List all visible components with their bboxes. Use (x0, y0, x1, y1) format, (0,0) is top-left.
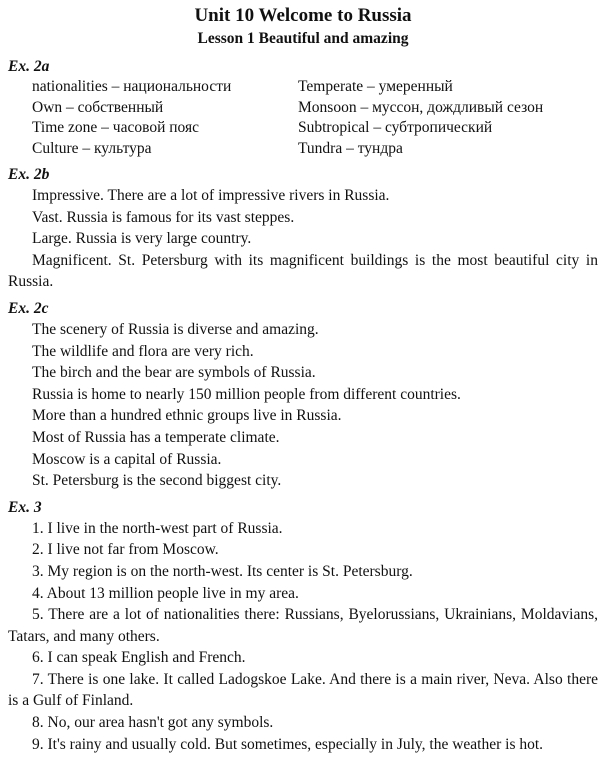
vocabulary-list (8, 77, 598, 159)
text-line: Moscow is a capital of Russia. (32, 450, 222, 468)
vocabulary-column-left (32, 77, 298, 159)
exercise-2c (8, 298, 598, 492)
vocab-item: Tundra – тундра (298, 139, 403, 157)
text-line: The scenery of Russia is diverse and amazing. (32, 320, 319, 338)
text-line: Large. Russia is very large country. (32, 230, 252, 248)
vocab-item: Monsoon – муссон, дождливый сезон (298, 98, 544, 116)
exercise-3-label: Ex. 3 (8, 498, 42, 516)
answer-item: 7. There is one lake. It called Ladogskoe Lake. And there is a main river, Neva. Also there is a Gulf of Finland. (8, 670, 598, 710)
exercise-2a (8, 56, 598, 159)
answer-item: 1. I live in the north-west part of Russia. (32, 519, 283, 537)
vocab-item: Own – собственный (32, 98, 164, 116)
lesson-title: Lesson 1 Beautiful and amazing (197, 30, 409, 47)
vocab-item: Time zone – часовой пояс (32, 119, 199, 136)
text-line: Vast. Russia is famous for its vast steppes. (32, 208, 295, 226)
text-line: Russia is home to nearly 150 million people from different countries. (32, 385, 461, 403)
text-line: Most of Russia has a temperate climate. (32, 428, 280, 446)
answer-item: 9. It's rainy and usually cold. But sometimes, especially in July, the weather is hot. (32, 735, 544, 753)
answer-item: 4. About 13 million people live in my area. (32, 584, 299, 602)
text-line: St. Petersburg is the second biggest city. (32, 472, 282, 490)
exercise-2b (8, 164, 598, 293)
text-line: The wildlife and flora are very rich. (32, 342, 254, 360)
vocabulary-column-right (298, 77, 543, 159)
text-line: Magnificent. St. Petersburg with its magnificent buildings is the most beautiful city in Russia. (8, 251, 598, 291)
answer-item: 5. There are a lot of nationalities there: Russians, Byelorussians, Ukrainians, Moldavians, Tatars, and many others. (8, 606, 598, 645)
vocab-item: Culture – культура (32, 139, 152, 157)
text-line: The birch and the bear are symbols of Russia. (32, 364, 316, 382)
vocab-item: Subtropical – субтропический (298, 119, 493, 136)
vocab-item: Temperate – умеренный (298, 78, 453, 95)
exercise-2b-label: Ex. 2b (8, 166, 50, 183)
answer-item: 8. No, our area hasn't got any symbols. (32, 714, 274, 732)
exercise-3 (8, 497, 598, 756)
answer-item: 6. I can speak English and French. (32, 649, 246, 667)
vocab-item: nationalities – национальности (32, 78, 232, 95)
unit-title: Unit 10 Welcome to Russia (194, 5, 412, 26)
answer-item: 2. I live not far from Moscow. (32, 541, 219, 559)
exercise-2c-label: Ex. 2c (8, 299, 49, 317)
exercise-2a-label: Ex. 2a (8, 58, 50, 75)
text-line: More than a hundred ethnic groups live in Russia. (32, 407, 342, 425)
text-line: Impressive. There are a lot of impressive rivers in Russia. (32, 187, 390, 204)
answer-item: 3. My region is on the north-west. Its center is St. Petersburg. (32, 562, 413, 580)
